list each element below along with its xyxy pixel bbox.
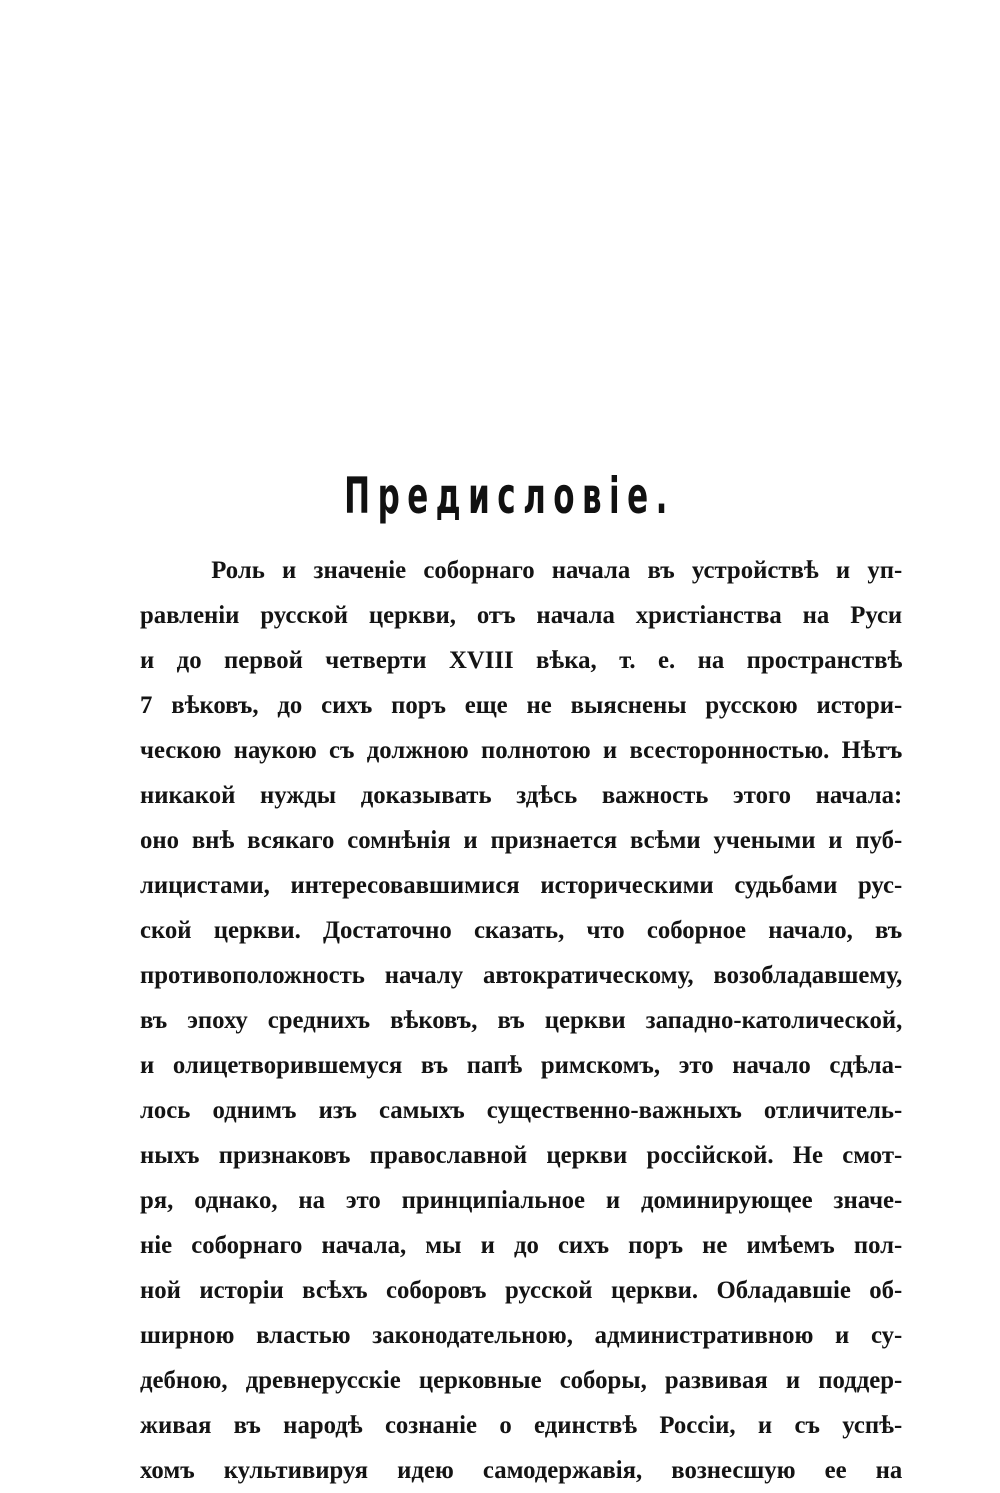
word: древнерусскіе [245,1367,401,1394]
word: т. [619,647,636,674]
word: 7 [140,692,153,719]
word: уп- [867,557,903,584]
word: отличитель- [763,1097,903,1124]
word: пуб- [855,827,903,854]
word: и [602,737,618,764]
word: на [875,1457,903,1484]
word: значе- [833,1187,903,1214]
word: съ [329,737,355,764]
word: властью [256,1322,351,1349]
text-line [140,818,902,863]
word: эпоху [187,1007,248,1034]
word: соборовъ [385,1277,487,1304]
word: и [835,557,851,584]
word: не [702,1232,728,1259]
word: еще [464,692,508,719]
text-line [140,683,902,728]
word: развивая [664,1367,768,1394]
word: важность [601,782,709,809]
word: россійской. [646,1142,774,1169]
word: и [605,1187,621,1214]
word: Обладавшіе [716,1277,851,1304]
word: начала, [321,1232,407,1259]
word: церкви. [611,1277,699,1304]
word: народѣ [283,1412,363,1439]
word: однимъ [212,1097,297,1124]
word: всѣхъ [302,1277,368,1304]
word: русской [260,602,348,629]
text-line [140,1448,902,1493]
word: въ [875,917,903,944]
word: Достаточно [323,917,452,944]
word: ческою [140,737,222,764]
word: вѣковъ, [171,692,259,719]
word: ее [824,1457,847,1484]
word: церкви [544,1007,626,1034]
word: ской [140,917,192,944]
word: равленіи [140,602,240,629]
word: автократическому, [483,962,694,989]
word: ныхъ [140,1142,200,1169]
word: мы [425,1232,462,1259]
word: пол- [853,1232,903,1259]
word: церкви. [213,917,301,944]
word: соборнаго [191,1232,303,1259]
word: и [463,827,478,854]
word: хомъ [140,1457,195,1484]
word: до [277,692,303,719]
word: интересовавшимися [290,872,520,899]
word: должною [366,737,469,764]
word: живая [140,1412,212,1439]
word: оно [140,827,180,854]
text-line [140,1178,902,1223]
text-line [140,1223,902,1268]
word: ной [140,1277,181,1304]
word: Нѣтъ [841,737,903,764]
word: и [785,1367,801,1394]
word: пространствѣ [746,647,903,674]
word: самодержавія, [482,1457,643,1484]
word: учеными [713,827,816,854]
word: началу [384,962,464,989]
word: наукою [233,737,317,764]
word: устройствѣ [691,557,819,584]
word: всесторонностью. [629,737,830,764]
word: противоположность [140,962,365,989]
word: въ [233,1412,261,1439]
text-line [140,593,902,638]
word: сомнѣнія [347,827,451,854]
word: съ [794,1412,820,1439]
word: лицистами, [140,872,270,899]
word: и [282,557,297,584]
word: сознаніе [384,1412,478,1439]
word: дебною, [140,1367,228,1394]
word: признаковъ [218,1142,351,1169]
word: однако, [194,1187,278,1214]
word: христіанства [635,602,782,629]
word: въ [420,1052,449,1079]
word: вѣка, [536,647,597,674]
word: римскомъ, [540,1052,661,1079]
word: выяснены [570,692,687,719]
word: церкви [546,1142,628,1169]
word: су- [870,1322,903,1349]
text-line [140,908,902,953]
preface-body [140,548,910,1493]
word: и [828,827,843,854]
word: на [802,602,830,629]
text-line [140,1088,902,1133]
text-line [140,1043,902,1088]
word: никакой [140,782,236,809]
word: ніе [140,1232,173,1259]
word: западно-католической, [645,1007,903,1034]
word: поръ [391,692,446,719]
word: рус- [857,872,903,899]
word: церкви, [368,602,456,629]
word: возобладавшему, [713,962,903,989]
word: русской [504,1277,593,1304]
word: Не [792,1142,824,1169]
word: изъ [318,1097,357,1124]
word: идею [397,1457,454,1484]
word: внѣ [191,827,235,854]
word: вѣковъ, [390,1007,478,1034]
word: и [140,1052,155,1079]
word: Руси [850,602,903,629]
word: поръ [628,1232,683,1259]
word: начала [536,602,615,629]
word: русскою [705,692,798,719]
word: отъ [476,602,516,629]
text-line [140,953,902,998]
text-line [140,728,902,773]
word: на [298,1187,326,1214]
word: соборы, [559,1367,647,1394]
word: первой [223,647,303,674]
word: смот- [842,1142,903,1169]
word: начала: [815,782,903,809]
word: культивируя [223,1457,369,1484]
word: законодательною, [372,1322,573,1349]
word: четверти [325,647,427,674]
text-line [140,998,902,1043]
word: соборное [646,917,747,944]
word: это [345,1187,381,1214]
word: начало [732,1052,811,1079]
word: что [586,917,625,944]
word: лось [140,1097,191,1124]
word: значеніе [313,557,407,584]
word: XVIII [448,647,514,674]
word: успѣ- [842,1412,903,1439]
word: на [697,647,725,674]
word: полнотою [481,737,591,764]
word: нужды [260,782,337,809]
word: истори- [816,692,903,719]
word: олицетворившемуся [172,1052,403,1079]
word: имѣемъ [746,1232,835,1259]
text-line [140,1403,902,1448]
text-line [140,1313,902,1358]
word: ширною [140,1322,235,1349]
word: и [480,1232,495,1259]
word: Роль [211,557,265,584]
word: въ [497,1007,525,1034]
text-line [140,1358,902,1403]
word: вознесшую [671,1457,796,1484]
word: и [140,647,155,674]
text-line [140,1133,902,1178]
word: соборнаго [423,557,535,584]
word: поддер- [818,1367,903,1394]
word: среднихъ [267,1007,371,1034]
word: не [526,692,552,719]
word: ря, [140,1187,174,1214]
word: исторіи [199,1277,284,1304]
word: и [757,1412,773,1439]
word: этого [733,782,791,809]
word: историческими [540,872,714,899]
word: православной [369,1142,528,1169]
text-line [140,863,902,908]
word: доминирующее [640,1187,813,1214]
word: здѣсь [516,782,578,809]
word: е. [658,647,676,674]
word: церковные [418,1367,542,1394]
text-line [140,638,902,683]
word: папѣ [466,1052,523,1079]
word: принципіальное [401,1187,586,1214]
text-line [140,773,902,818]
word: сихъ [321,692,373,719]
word: начало, [768,917,853,944]
page-title: Предисловіе. [344,467,675,525]
word: начала [551,557,631,584]
word: это [678,1052,714,1079]
word: до [513,1232,539,1259]
word: сказать, [473,917,565,944]
word: и [835,1322,850,1349]
word: признается [490,827,618,854]
word: административною [594,1322,814,1349]
word: въ [140,1007,168,1034]
word: доказывать [360,782,492,809]
text-line [140,548,902,593]
word: судьбами [734,872,838,899]
word: всякаго [247,827,335,854]
word: Россіи, [659,1412,736,1439]
word: о [499,1412,512,1439]
word: единствѣ [534,1412,638,1439]
word: об- [869,1277,903,1304]
word: до [176,647,202,674]
word: всѣми [630,827,701,854]
text-line [140,1268,902,1313]
word: сихъ [557,1232,610,1259]
word: сдѣла- [829,1052,903,1079]
word: въ [647,557,675,584]
word: существенно-важныхъ [486,1097,742,1124]
word: самыхъ [378,1097,465,1124]
